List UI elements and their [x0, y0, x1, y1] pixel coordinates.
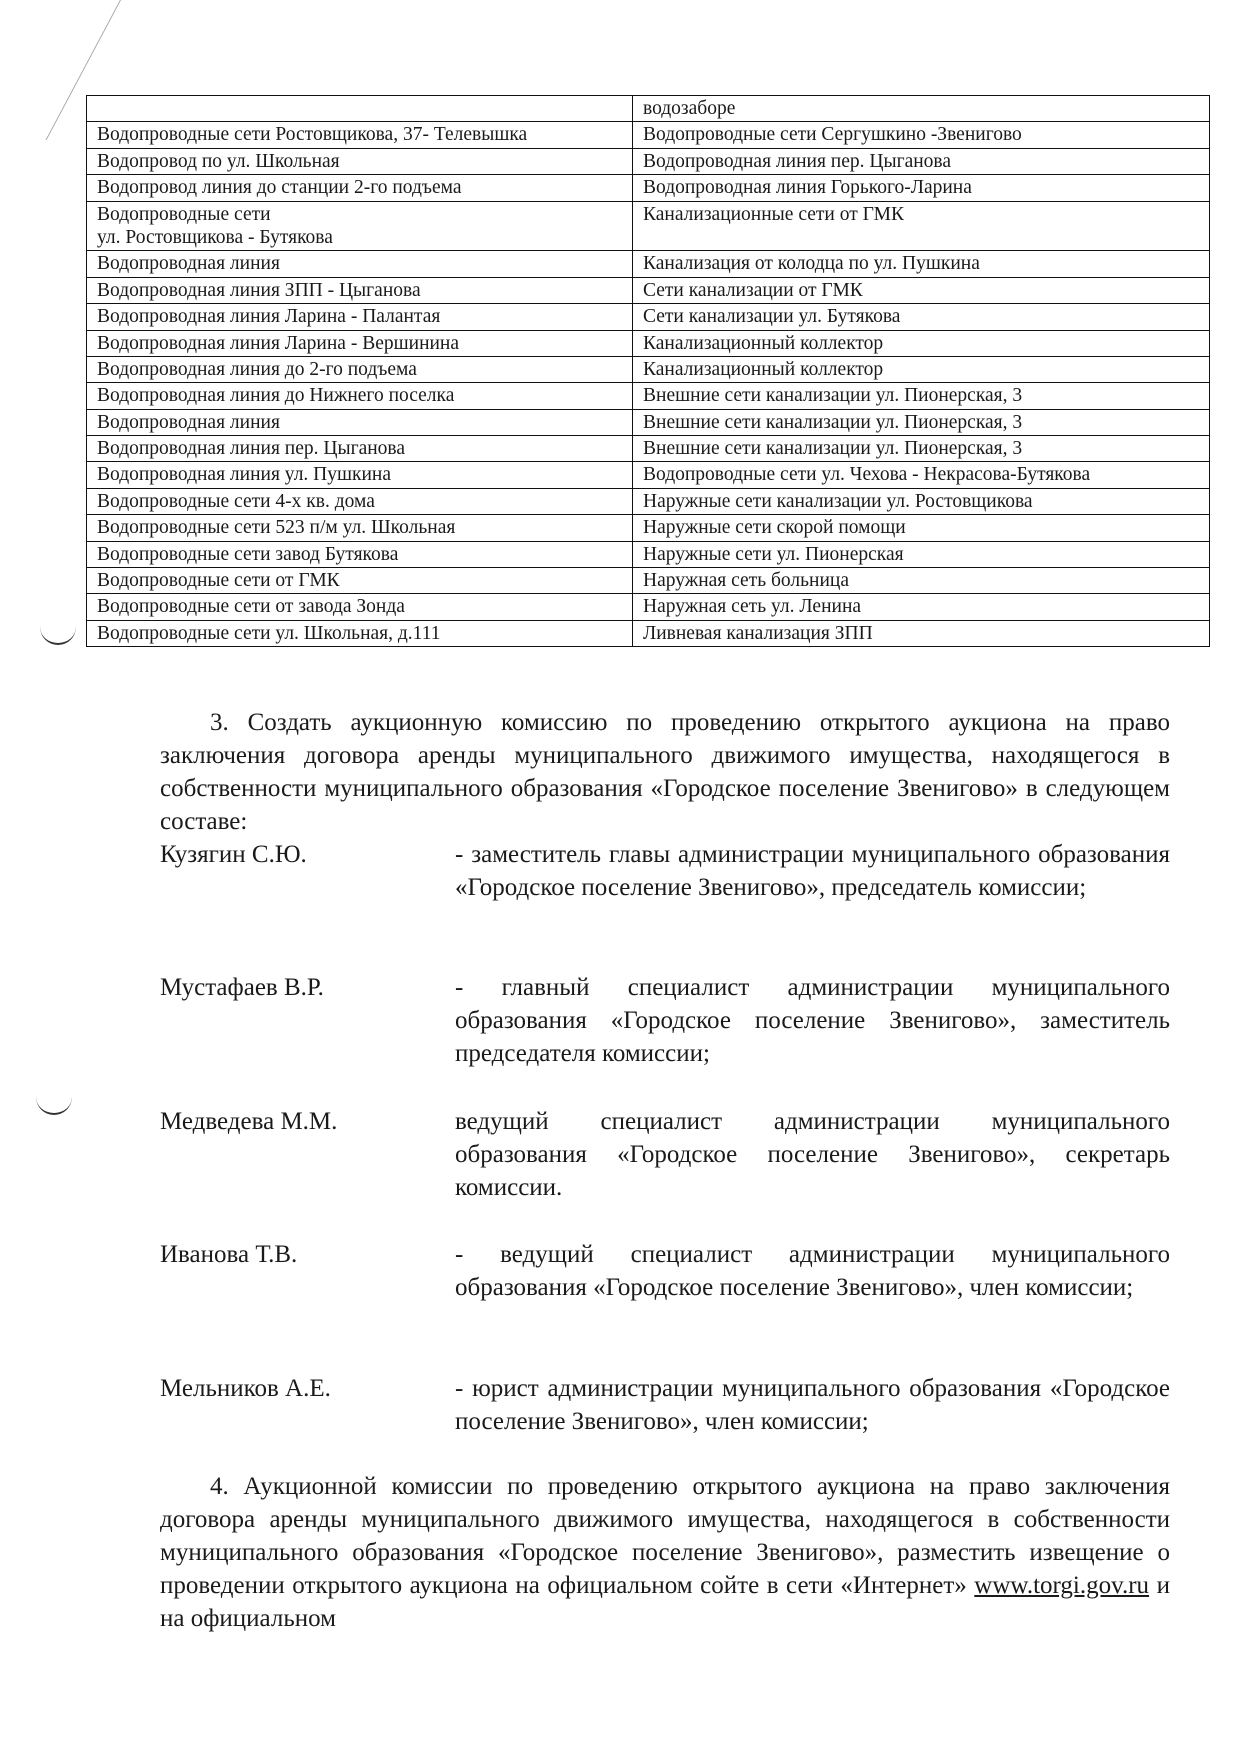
member-name: Мустафаев В.Р. — [160, 974, 324, 1001]
network-cell: Внешние сети канализации ул. Пионерская, 3 — [633, 436, 1210, 462]
member-name: Медведева М.М. — [160, 1108, 338, 1135]
section-4-paragraph — [160, 1470, 1170, 1635]
commission-member — [160, 971, 1170, 1071]
table-row — [87, 277, 1210, 303]
water-network-cell: Водопроводные сети 4-х кв. дома — [87, 488, 633, 514]
water-network-cell: Водопроводная линия ЗПП - Цыганова — [87, 277, 633, 303]
table-row — [87, 620, 1210, 646]
water-network-cell: Водопроводные сети 523 п/м ул. Школьная — [87, 515, 633, 541]
network-cell: Наружные сети канализации ул. Ростовщикова — [633, 488, 1210, 514]
network-cell: Внешние сети канализации ул. Пионерская, 3 — [633, 383, 1210, 409]
water-network-cell: Водопроводная линия Ларина - Вершинина — [87, 330, 633, 356]
network-cell: Наружная сеть больница — [633, 568, 1210, 594]
section-4-text: 4. Аукционной комиссии по проведению открытого аукциона на право заключения договора аренды муниципального движимого имущества, находящегося в собственности муниципального образования «Городское поселение Звенигово», разместить извещение о проведении открытого аукциона на официальном сойте в сети «Интернет» — [160, 1473, 1170, 1599]
punch-hole-mark — [36, 1095, 72, 1115]
network-cell: Канализационный коллектор — [633, 356, 1210, 382]
network-cell: Канализация от колодца по ул. Пушкина — [633, 251, 1210, 277]
network-cell: Наружные сети ул. Пионерская — [633, 541, 1210, 567]
table-row — [87, 488, 1210, 514]
punch-hole-mark — [40, 625, 76, 645]
commission-member — [160, 838, 1170, 938]
table-row — [87, 201, 1210, 251]
water-network-cell: Водопроводные сети Ростовщикова, 37- Телевышка — [87, 122, 633, 148]
water-network-cell: Водопровод по ул. Школьная — [87, 148, 633, 174]
table-row — [87, 436, 1210, 462]
network-cell: Водопроводная линия пер. Цыганова — [633, 148, 1210, 174]
table-row — [87, 330, 1210, 356]
commission-member — [160, 1372, 1170, 1472]
network-cell: Канализационный коллектор — [633, 330, 1210, 356]
section-3-paragraph: 3. Создать аукционную комиссию по проведению открытого аукциона на право заключения договора аренды муниципального движимого имущества, находящегося в собственности муниципального образования «Городское поселение Звенигово» в следующем составе: — [160, 709, 1170, 835]
member-role: ведущий специалист администрации муниципального образования «Городское поселение Звенигово», секретарь комиссии. — [455, 1108, 1170, 1201]
water-network-cell: Водопроводные сети от ГМК — [87, 568, 633, 594]
network-cell: Водопроводная линия Горького-Ларина — [633, 175, 1210, 201]
water-network-cell: Водопроводные сети завод Бутякова — [87, 541, 633, 567]
member-role: - ведущий специалист администрации муниципального образования «Городское поселение Звенигово», член комиссии; — [455, 1241, 1170, 1301]
network-cell: Водопроводные сети Сергушкино -Звенигово — [633, 122, 1210, 148]
table-row — [87, 383, 1210, 409]
water-network-cell: Водопроводные сети ул. Школьная, д.111 — [87, 620, 633, 646]
water-network-cell: Водопровод линия до станции 2-го подъема — [87, 175, 633, 201]
assets-table-body — [87, 96, 1210, 647]
member-role: - заместитель главы администрации муниципального образования «Городское поселение Звенигово», председатель комиссии; — [455, 841, 1170, 901]
table-row — [87, 96, 1210, 122]
member-role: - главный специалист администрации муниципального образования «Городское поселение Звенигово», заместитель председателя комиссии; — [455, 974, 1170, 1067]
torgi-link[interactable]: www.torgi.gov.ru — [974, 1572, 1150, 1599]
table-row — [87, 462, 1210, 488]
water-network-cell: Водопроводная линия — [87, 251, 633, 277]
member-name: Кузягин С.Ю. — [160, 841, 307, 868]
section-4-text-end: и на официальном — [160, 1572, 1170, 1632]
network-cell: Сети канализации ул. Бутякова — [633, 304, 1210, 330]
network-cell: Ливневая канализация ЗПП — [633, 620, 1210, 646]
table-row — [87, 122, 1210, 148]
network-cell: Внешние сети канализации ул. Пионерская, 3 — [633, 409, 1210, 435]
table-row — [87, 251, 1210, 277]
table-row — [87, 356, 1210, 382]
member-name: Иванова Т.В. — [160, 1241, 298, 1268]
water-network-cell: Водопроводная линия Ларина - Палантая — [87, 304, 633, 330]
water-network-cell: Водопроводная линия до Нижнего поселка — [87, 383, 633, 409]
network-cell: Водопроводные сети ул. Чехова - Некрасова-Бутякова — [633, 462, 1210, 488]
commission-member — [160, 1238, 1170, 1338]
network-cell: Наружная сеть ул. Ленина — [633, 594, 1210, 620]
table-row — [87, 409, 1210, 435]
table-row — [87, 568, 1210, 594]
commission-member — [160, 1105, 1170, 1205]
member-name: Мельников А.Е. — [160, 1375, 331, 1402]
table-row — [87, 541, 1210, 567]
network-cell: Канализационные сети от ГМК — [633, 201, 1210, 251]
assets-table — [86, 95, 1210, 647]
network-cell: водозаборе — [633, 96, 1210, 122]
water-network-cell: Водопроводная линия ул. Пушкина — [87, 462, 633, 488]
table-row — [87, 175, 1210, 201]
water-network-cell: Водопроводная линия до 2-го подъема — [87, 356, 633, 382]
water-network-cell: Водопроводная линия пер. Цыганова — [87, 436, 633, 462]
table-row — [87, 594, 1210, 620]
table-row — [87, 515, 1210, 541]
network-cell: Наружные сети скорой помощи — [633, 515, 1210, 541]
water-network-cell: Водопроводные сети от завода Зонда — [87, 594, 633, 620]
table-row — [87, 148, 1210, 174]
network-cell: Сети канализации от ГМК — [633, 277, 1210, 303]
member-role: - юрист администрации муниципального образования «Городское поселение Звенигово», член комиссии; — [455, 1375, 1170, 1435]
water-network-cell — [87, 96, 633, 122]
water-network-cell: Водопроводные сети ул. Ростовщикова - Бутякова — [87, 201, 633, 251]
table-row — [87, 304, 1210, 330]
water-network-cell: Водопроводная линия — [87, 409, 633, 435]
